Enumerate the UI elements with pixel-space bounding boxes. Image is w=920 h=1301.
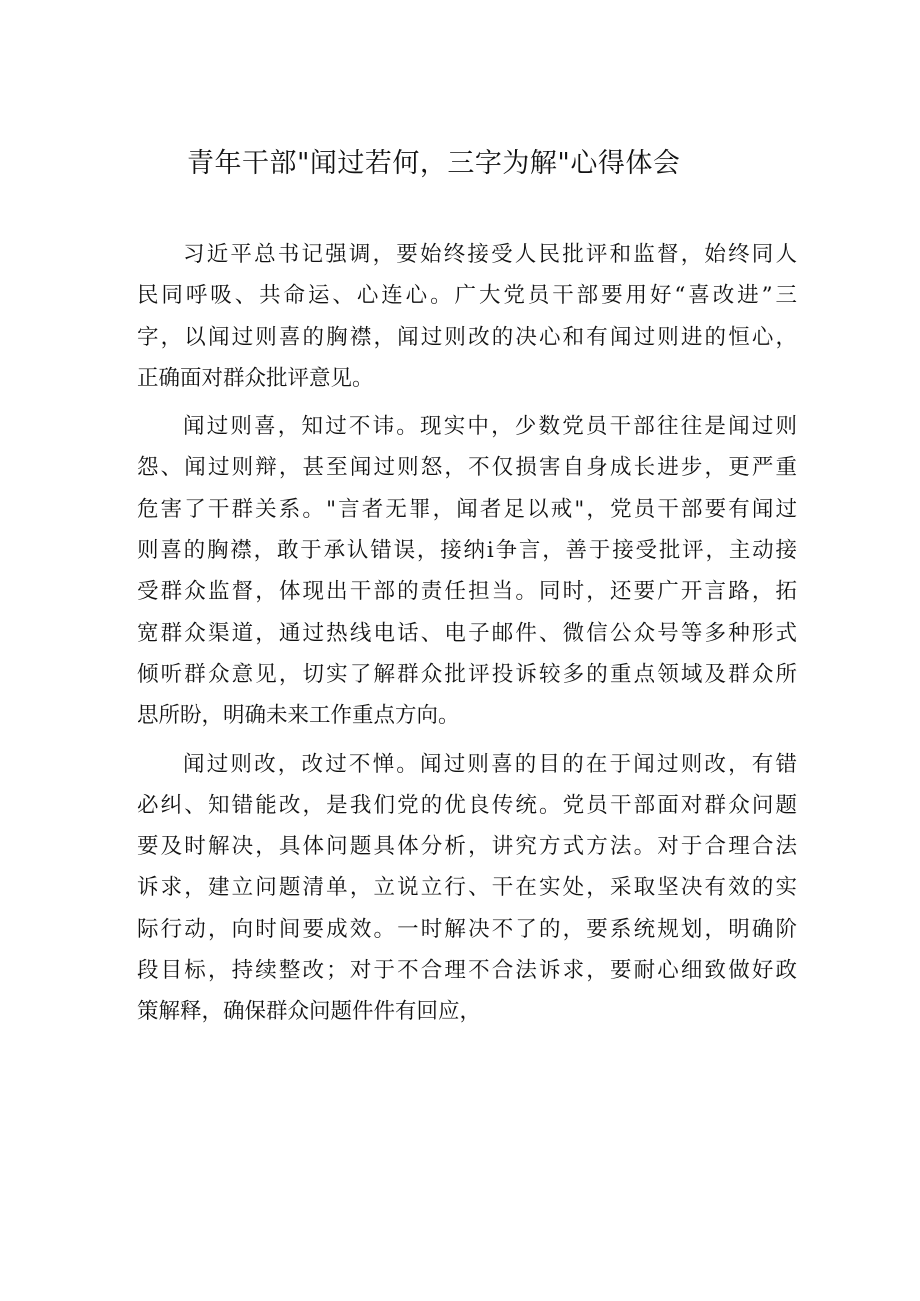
paragraph-line: 际行动，向时间要成效。一时解决不了的，要系统规划，明确阶 bbox=[137, 916, 797, 942]
paragraph-line: 要及时解决，具体问题具体分析，讲究方式方法。对于合理合法 bbox=[137, 834, 797, 860]
paragraph-line: 闻过则喜，知过不讳。现实中，少数党员干部往往是闻过则 bbox=[183, 414, 797, 440]
paragraph-3 bbox=[137, 744, 797, 1033]
paragraph-line: 段目标，持续整改；对于不合理不合法诉求，要耐心细致做好政 bbox=[137, 958, 797, 984]
document-title: 青年干部"闻过若何，三字为解"心得体会 bbox=[187, 148, 681, 179]
paragraph-line: 则喜的胸襟，敢于承认错误，接纳i争言，善于接受批评，主动接 bbox=[137, 538, 797, 564]
paragraph-line: 策解释，确保群众问题件件有回应， bbox=[137, 999, 482, 1025]
paragraph-2 bbox=[137, 406, 797, 736]
paragraph-line: 必纠、知错能改，是我们党的优良传统。党员干部面对群众问题 bbox=[137, 792, 797, 818]
paragraph-line: 习近平总书记强调，要始终接受人民批评和监督，始终同人 bbox=[183, 242, 797, 267]
paragraph-line: 字，以闻过则喜的胸襟，闻过则改的决心和有闻过则进的恒心， bbox=[137, 324, 797, 350]
paragraph-line: 受群众监督，体现出干部的责任担当。同时，还要广开言路，拓 bbox=[137, 579, 797, 605]
paragraph-line: 危害了干群关系。"言者无罪，闻者足以戒"，党员干部要有闻过 bbox=[137, 496, 797, 522]
paragraph-line: 宽群众渠道，通过热线电话、电子邮件、微信公众号等多种形式 bbox=[137, 620, 797, 646]
paragraph-line: 闻过则改，改过不惮。闻过则喜的目的在于闻过则改，有错 bbox=[183, 751, 797, 777]
paragraph-line: 诉求，建立问题清单，立说立行、干在实处，采取坚决有效的实 bbox=[137, 875, 797, 901]
paragraph-line: 思所盼，明确未来工作重点方向。 bbox=[137, 703, 460, 729]
paragraph-line: 民同呼吸、共命运、心连心。广大党员干部要用好“喜改进”三 bbox=[137, 283, 797, 309]
document-body bbox=[137, 234, 797, 1040]
paragraph-1 bbox=[137, 234, 797, 399]
paragraph-line: 怨、闻过则辩，甚至闻过则怒，不仅损害自身成长进步，更严重 bbox=[137, 455, 797, 481]
paragraph-line: 倾听群众意见，切实了解群众批评投诉较多的重点领域及群众所 bbox=[137, 661, 797, 687]
paragraph-line: 正确面对群众批评意见。 bbox=[137, 365, 374, 391]
